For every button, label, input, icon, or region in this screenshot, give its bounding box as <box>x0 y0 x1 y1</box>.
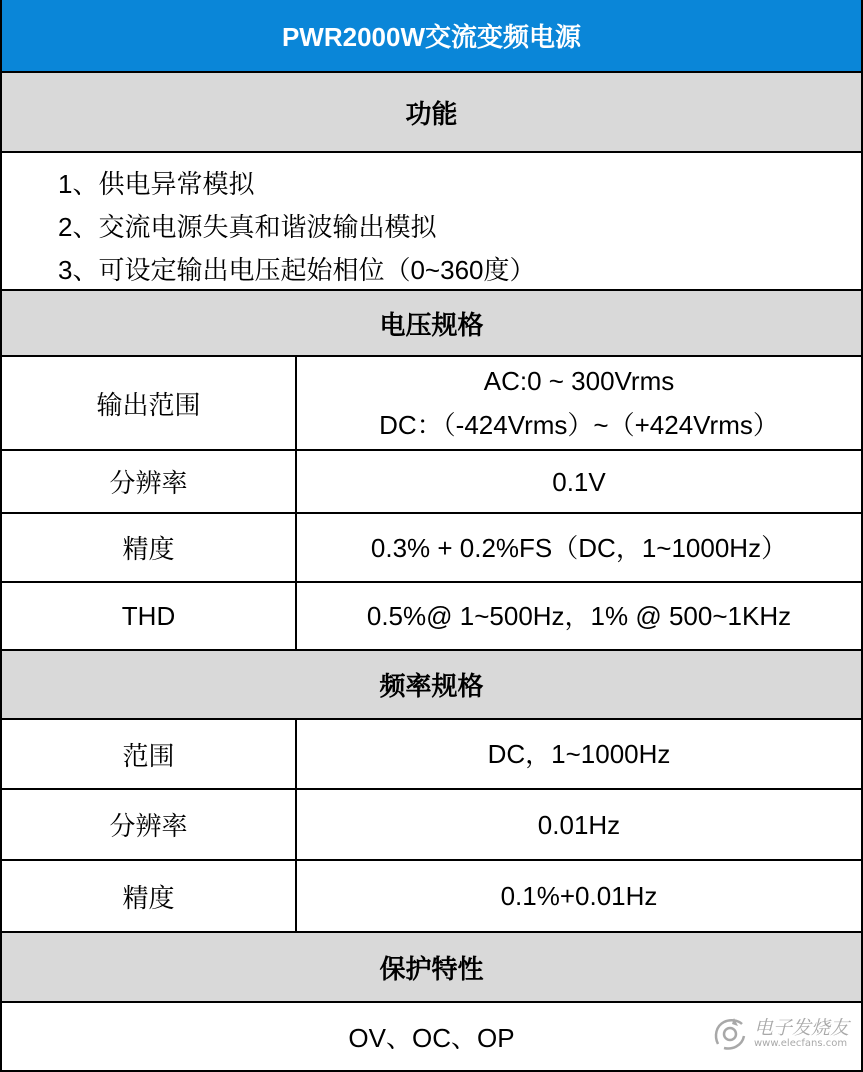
section-header-frequency <box>2 649 861 718</box>
row-label: 精度 <box>2 861 297 931</box>
watermark-url: www.elecfans.com <box>753 1037 848 1049</box>
row-label: 输出范围 <box>2 357 297 449</box>
value-line: 0.1%+0.01Hz <box>500 881 658 911</box>
table-row <box>2 581 861 649</box>
row-label: 范围 <box>2 720 297 788</box>
list-item: 3、可设定输出电压起始相位（0~360度） <box>58 255 536 285</box>
value-line: 0.1V <box>552 466 606 497</box>
watermark <box>710 1014 849 1054</box>
table-row <box>2 449 861 512</box>
table-row <box>2 859 861 931</box>
section-title: 电压规格 <box>379 309 484 340</box>
table-row <box>2 788 861 859</box>
row-label: 精度 <box>2 514 297 581</box>
value-line: DC：（-424Vrms）~（+424Vrms） <box>379 410 779 440</box>
table-row <box>2 512 861 581</box>
section-title: 频率规格 <box>379 671 484 701</box>
protection-value: OV、OC、OP <box>348 1023 515 1053</box>
list-item: 1、供电异常模拟 <box>58 169 255 199</box>
row-value <box>297 451 861 512</box>
section-header-voltage <box>2 289 861 355</box>
value-line: 0.5%@ 1~500Hz，1% @ 500~1KHz <box>366 601 792 631</box>
watermark-text <box>753 1016 849 1049</box>
table-row <box>2 355 861 449</box>
row-value <box>297 790 861 859</box>
table-row <box>2 718 861 788</box>
section-title: 功能 <box>405 98 458 129</box>
value-line: DC，1~1000Hz <box>487 739 671 769</box>
features-list <box>2 151 861 289</box>
section-header-functions <box>2 71 861 151</box>
elecfans-logo-icon <box>710 1014 750 1054</box>
row-value <box>297 514 861 581</box>
list-item: 2、交流电源失真和谐波输出模拟 <box>58 212 437 242</box>
row-value <box>297 861 861 931</box>
value-line: 0.3% + 0.2%FS（DC，1~1000Hz） <box>370 532 788 563</box>
section-header-protection <box>2 931 861 1001</box>
row-value <box>297 720 861 788</box>
table-title: PWR2000W交流变频电源 <box>281 22 582 52</box>
value-line: 0.01Hz <box>537 809 621 840</box>
watermark-cn: 电子发烧友 <box>753 1016 849 1039</box>
row-label: 分辨率 <box>2 451 297 512</box>
row-label: 分辨率 <box>2 790 297 859</box>
row-value <box>297 583 861 649</box>
table-title-row <box>2 0 861 71</box>
value-line: AC:0 ~ 300Vrms <box>483 366 675 396</box>
row-label: THD <box>2 583 297 649</box>
section-title: 保护特性 <box>379 953 484 984</box>
row-value <box>297 357 861 449</box>
